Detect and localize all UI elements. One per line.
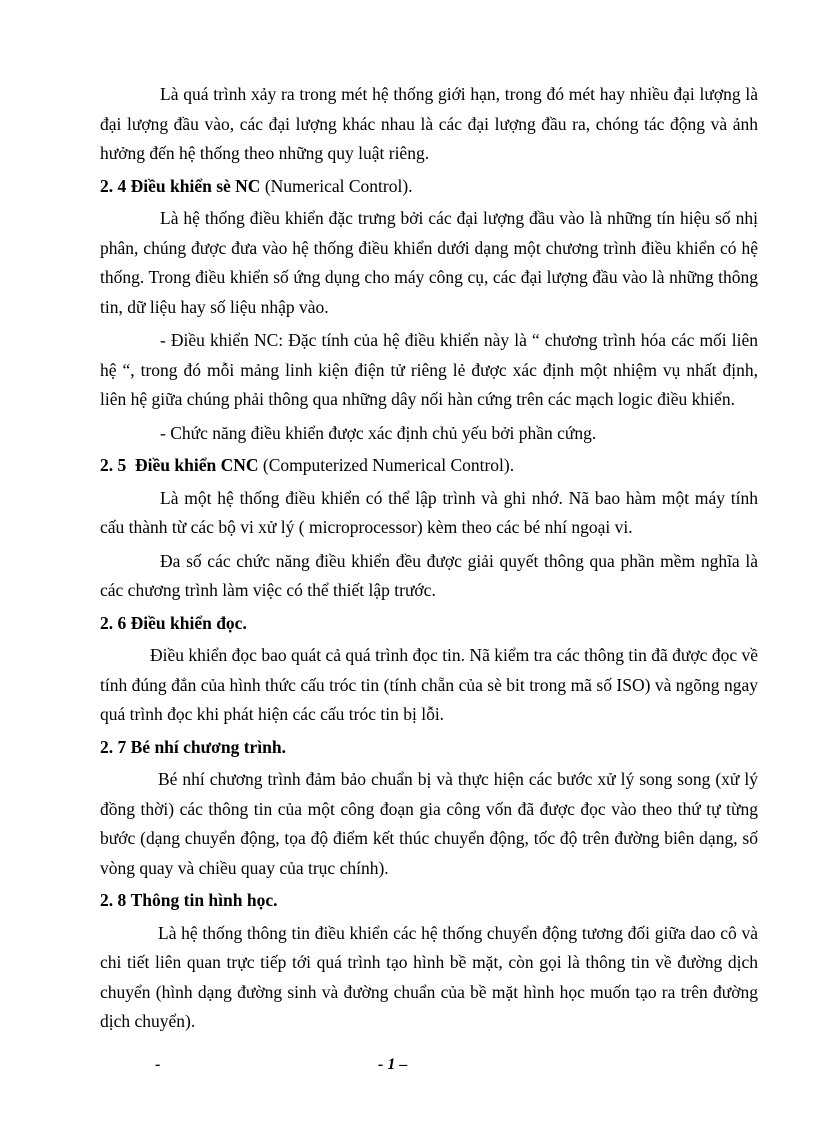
footer-dash: - (155, 1056, 161, 1073)
section-number: 2. 8 (100, 890, 127, 910)
section-number: 2. 6 (100, 612, 127, 633)
paragraph: Là hệ thống thông tin điều khiển các hệ thống chuyển động tương đối giữa dao cô và chi tiết liên quan trực tiếp tới quá trình tạo hình bề mặt, còn gọi là thông tin về đường dịch chuyển (hình dạng đường sinh và đường chuẩn của bề mặt hình học muốn tạo ra trên đường dịch chuyển). (100, 922, 758, 1031)
section-number: 2. 7 (100, 736, 127, 757)
page-footer (0, 1056, 816, 1086)
section-heading-2-6 (100, 609, 758, 639)
section-heading-2-7 (100, 733, 758, 763)
section-title: Bé nhí chương trình. (130, 736, 286, 757)
section-subtitle: (Computerized Numerical Control). (262, 455, 515, 475)
section-title: Điều khiển đọc. (130, 612, 247, 633)
paragraph: - Điều khiển NC: Đặc tính của hệ điều khiển này là “ chương trình hóa các mối liên hệ “, trong đó mỗi mảng linh kiện điện tử riêng lẻ được xác định một nhiệm vụ nhất định, liên hệ giữa chúng phải thông qua những dây nối hàn cứng trên các mạch logic điều khiển. (100, 330, 758, 409)
section-heading-2-5 (100, 451, 758, 481)
paragraph: - Chức năng điều khiển được xác định chủ yếu bởi phần cứng. (160, 422, 597, 443)
section-title: Điều khiển CNC (135, 455, 259, 475)
page-content (100, 80, 758, 1037)
paragraph: Là hệ thống điều khiển đặc trưng bởi các đại lượng đầu vào là những tín hiệu số nhị phân, chúng được đưa vào hệ thống điều khiển dưới dạng một chương trình điều khiển có hệ thống. Trong điều khiển số ứng dụng cho máy công cụ, các đại lượng đầu vào là những thông tin, dữ liệu hay số liệu nhập vào. (100, 208, 758, 317)
section-title: Thông tin hình học. (130, 890, 278, 910)
paragraph: Điều khiển đọc bao quát cả quá trình đọc tin. Nã kiểm tra các thông tin đã được đọc về tính đúng đắn của hình thức cấu tróc tin (tính chẵn của sè bit trong mã số ISO) và ngõng ngay quá trình đọc khi phát hiện các cấu tróc tin bị lỗi. (100, 645, 758, 724)
page-number: - 1 – (378, 1056, 408, 1073)
intro-paragraph: Là quá trình xảy ra trong mét hệ thống giới hạn, trong đó mét hay nhiều đại lượng là đại lượng đầu vào, các đại lượng khác nhau là các đại lượng đầu ra, chóng tác động và ảnh hưởng đến hệ thống theo những quy luật riêng. (100, 84, 758, 163)
section-number: 2. 5 (100, 455, 127, 475)
section-heading-2-8 (100, 886, 758, 916)
section-subtitle: (Numerical Control). (264, 175, 413, 196)
paragraph: Đa số các chức năng điều khiển đều được giải quyết thông qua phần mềm nghĩa là các chương trình làm việc có thể thiết lập trước. (100, 550, 758, 600)
section-number: 2. 4 (100, 175, 127, 196)
section-heading-2-4 (100, 172, 758, 202)
paragraph: Là một hệ thống điều khiển có thể lập trình và ghi nhớ. Nã bao hàm một máy tính cấu thành từ các bộ vi xử lý ( microprocessor) kèm theo các bé nhí ngoại vi. (100, 487, 758, 537)
paragraph: Bé nhí chương trình đảm bảo chuẩn bị và thực hiện các bước xử lý song song (xử lý đồng thời) các thông tin của một công đoạn gia công vốn đã được đọc vào theo thứ tự từng bước (dạng chuyển động, tọa độ điểm kết thúc chuyển động, tốc độ trên đường biên dạng, số vòng quay và chiều quay của trục chính). (100, 769, 758, 878)
section-title: Điều khiển sè NC (130, 175, 261, 196)
